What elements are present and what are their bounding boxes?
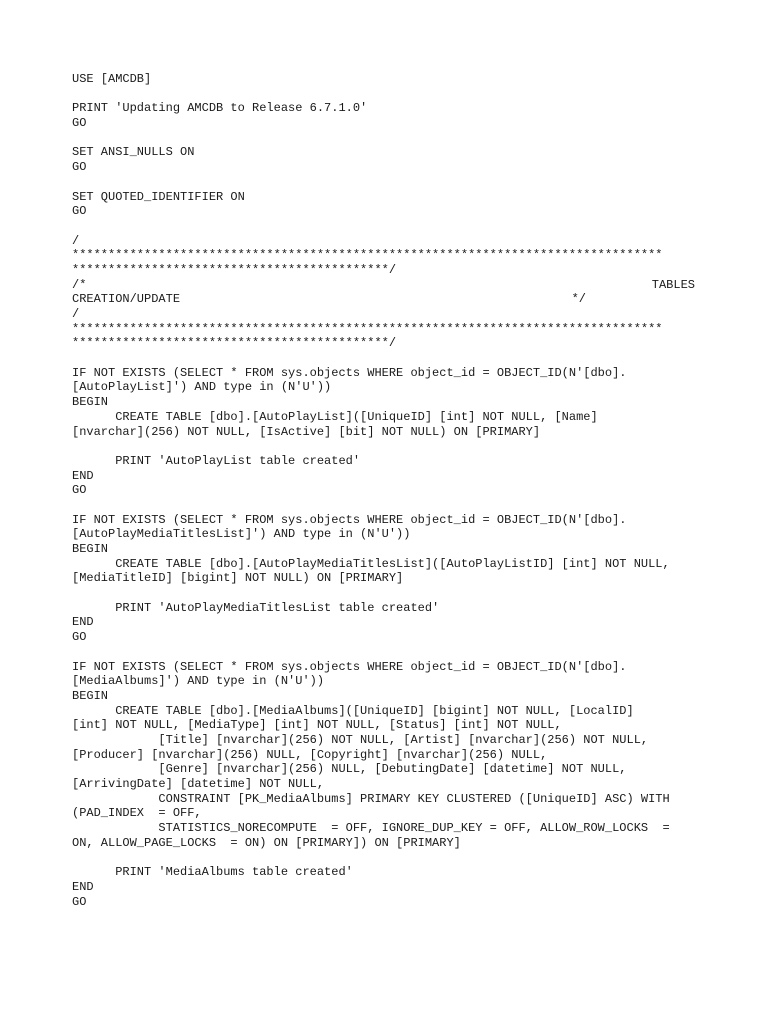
code-line bbox=[72, 131, 708, 146]
banner-text-left: /* bbox=[72, 277, 87, 292]
code-line: GO bbox=[72, 160, 87, 175]
code-line: GO bbox=[72, 630, 87, 645]
code-line: IF NOT EXISTS (SELECT * FROM sys.objects WHERE object_id = OBJECT_ID(N'[dbo]. bbox=[72, 659, 627, 674]
code-line: [int] NOT NULL, [MediaType] [int] NOT NULL, [Status] [int] NOT NULL, bbox=[72, 718, 562, 733]
code-line: GO bbox=[72, 204, 87, 219]
code-line: PRINT 'MediaAlbums table created' bbox=[72, 865, 353, 880]
code-line bbox=[72, 645, 708, 660]
code-line: ********************************************************************************** bbox=[72, 321, 663, 336]
code-line: ********************************************/ bbox=[72, 336, 397, 351]
code-line: END bbox=[72, 615, 94, 630]
code-line: GO bbox=[72, 483, 87, 498]
code-line bbox=[72, 351, 708, 366]
banner-row-1 bbox=[72, 278, 695, 293]
code-line: IF NOT EXISTS (SELECT * FROM sys.objects WHERE object_id = OBJECT_ID(N'[dbo]. bbox=[72, 365, 627, 380]
banner-text-right: */ bbox=[571, 292, 586, 307]
code-line: ********************************************************************************** bbox=[72, 248, 663, 263]
code-line bbox=[72, 87, 708, 102]
code-line: GO bbox=[72, 894, 87, 909]
code-line bbox=[72, 175, 708, 190]
code-line: END bbox=[72, 879, 94, 894]
code-line bbox=[72, 439, 708, 454]
banner-text-right: TABLES bbox=[651, 277, 695, 292]
code-line: [MediaAlbums]') AND type in (N'U')) bbox=[72, 674, 325, 689]
code-line: [nvarchar](256) NOT NULL, [IsActive] [bit] NOT NULL) ON [PRIMARY] bbox=[72, 424, 541, 439]
code-line: CREATE TABLE [dbo].[AutoPlayList]([UniqueID] [int] NOT NULL, [Name] bbox=[72, 409, 598, 424]
code-line: PRINT 'AutoPlayList table created' bbox=[72, 453, 361, 468]
code-line bbox=[72, 219, 708, 234]
code-line: USE [AMCDB] bbox=[72, 72, 152, 86]
code-line: ********************************************/ bbox=[72, 262, 397, 277]
code-line: [AutoPlayMediaTitlesList]') AND type in (N'U')) bbox=[72, 527, 411, 542]
code-line: BEGIN bbox=[72, 542, 109, 556]
code-line: STATISTICS_NORECOMPUTE = OFF, IGNORE_DUP_KEY = OFF, ALLOW_ROW_LOCKS = bbox=[72, 821, 670, 836]
code-line: SET QUOTED_IDENTIFIER ON bbox=[72, 189, 245, 204]
code-line: CREATE TABLE [dbo].[MediaAlbums]([UniqueID] [bigint] NOT NULL, [LocalID] bbox=[72, 703, 634, 718]
code-line: CONSTRAINT [PK_MediaAlbums] PRIMARY KEY CLUSTERED ([UniqueID] ASC) WITH bbox=[72, 791, 670, 806]
banner-row-2 bbox=[72, 292, 695, 307]
code-line: CREATE TABLE [dbo].[AutoPlayMediaTitlesList]([AutoPlayListID] [int] NOT NULL, bbox=[72, 556, 670, 571]
code-line: / bbox=[72, 307, 80, 321]
code-line: [AutoPlayList]') AND type in (N'U')) bbox=[72, 380, 332, 395]
code-line: [ArrivingDate] [datetime] NOT NULL, bbox=[72, 777, 325, 791]
code-line: [MediaTitleID] [bigint] NOT NULL) ON [PRIMARY] bbox=[72, 571, 404, 586]
code-line: PRINT 'Updating AMCDB to Release 6.7.1.0' bbox=[72, 101, 368, 116]
code-line: ON, ALLOW_PAGE_LOCKS = ON) ON [PRIMARY]) ON [PRIMARY] bbox=[72, 835, 461, 850]
code-line: BEGIN bbox=[72, 395, 109, 410]
code-line: PRINT 'AutoPlayMediaTitlesList table created' bbox=[72, 600, 440, 615]
code-line bbox=[72, 586, 708, 601]
code-line bbox=[72, 498, 708, 513]
code-line: [Producer] [nvarchar](256) NULL, [Copyright] [nvarchar](256) NULL, bbox=[72, 747, 548, 762]
code-line: [Genre] [nvarchar](256) NULL, [DebutingDate] [datetime] NOT NULL, bbox=[72, 762, 627, 777]
code-line: [Title] [nvarchar](256) NOT NULL, [Artist] [nvarchar](256) NOT NULL, bbox=[72, 732, 649, 747]
code-line: SET ANSI_NULLS ON bbox=[72, 145, 195, 160]
code-line: (PAD_INDEX = OFF, bbox=[72, 806, 202, 821]
sql-script bbox=[72, 72, 708, 909]
code-line: END bbox=[72, 468, 94, 483]
banner-text-left: CREATION/UPDATE bbox=[72, 292, 181, 307]
code-line: / bbox=[72, 233, 80, 248]
code-line: BEGIN bbox=[72, 688, 109, 703]
code-line: IF NOT EXISTS (SELECT * FROM sys.objects WHERE object_id = OBJECT_ID(N'[dbo]. bbox=[72, 512, 627, 527]
code-line: GO bbox=[72, 116, 87, 131]
code-line bbox=[72, 850, 708, 865]
